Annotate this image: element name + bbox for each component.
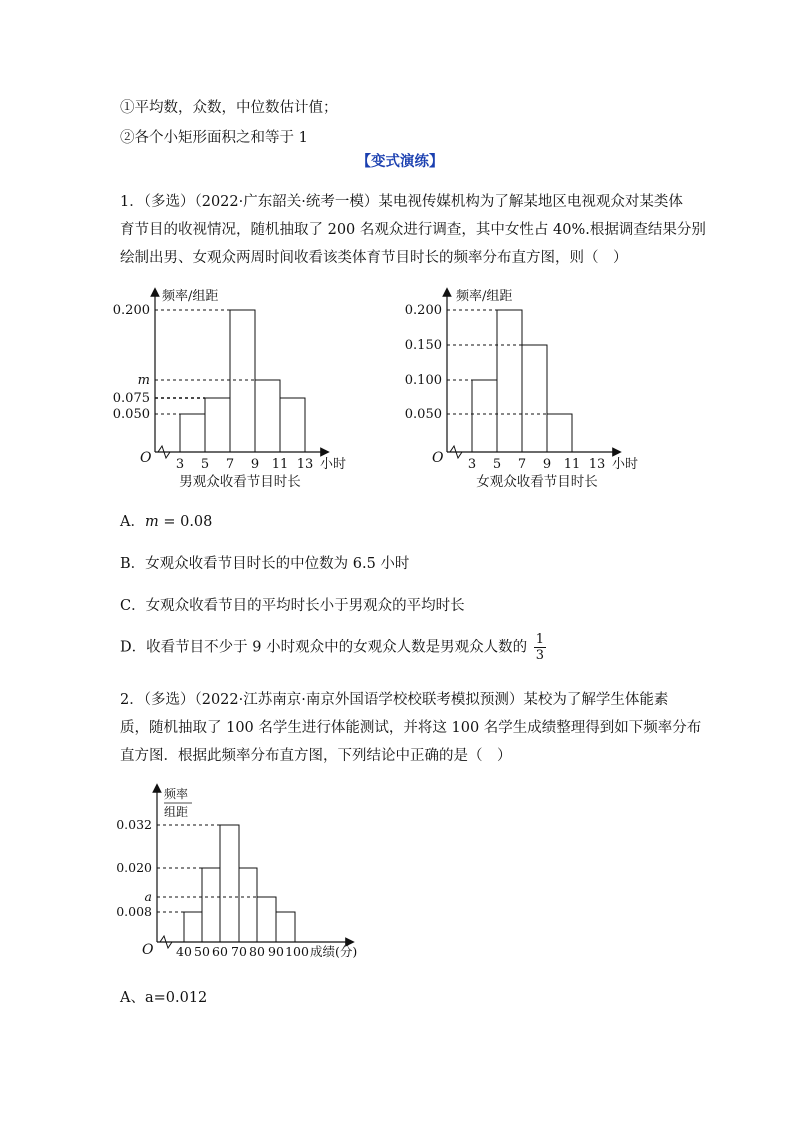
question-1-line: 绘制出男、女观众两周时间收看该类体育节目时长的频率分布直方图，则（ ） xyxy=(120,250,628,266)
origin-label: O xyxy=(140,450,152,466)
score-histogram xyxy=(112,780,382,980)
fraction-one-third xyxy=(534,632,546,663)
question-2-line: 质，随机抽取了 100 名学生进行体能测试，并将这 100 名学生成绩整理得到如下频率分布 xyxy=(120,720,702,736)
question-2-option-a: A、a=0.012 xyxy=(120,990,208,1006)
y-tick-label: a xyxy=(144,889,152,904)
bar xyxy=(202,868,220,942)
x-tick-label: 9 xyxy=(250,457,260,472)
x-tick-label: 80 xyxy=(249,944,265,959)
y-tick-label: 0.200 xyxy=(404,303,442,318)
y-tick-label: 0.050 xyxy=(112,407,150,422)
x-tick-label: 11 xyxy=(271,457,289,472)
male-histogram xyxy=(110,280,360,500)
fraction-numerator: 1 xyxy=(535,632,544,647)
y-tick-label: m xyxy=(137,373,150,388)
origin-label: O xyxy=(432,450,444,466)
x-tick-label: 9 xyxy=(542,457,552,472)
x-tick-label: 7 xyxy=(225,457,235,472)
question-1-text xyxy=(120,188,706,272)
x-axis-label: 成绩(分) xyxy=(310,944,358,959)
question-1-line: 育节目的收视情况，随机抽取了 200 名观众进行调查，其中女性占 40%.根据调查结果分别 xyxy=(120,222,706,238)
section-title: 【变式演练】 xyxy=(356,153,444,170)
question-2-line: 直方图．根据此频率分布直方图，下列结论中正确的是（ ） xyxy=(120,748,512,764)
option-d-text: D．收看节目不少于 9 小时观众中的女观众人数是男观众人数的 xyxy=(120,639,528,656)
fraction-denominator: 3 xyxy=(535,648,544,663)
option-b: B．女观众收看节目时长的中位数为 6.5 小时 xyxy=(120,556,410,572)
bar xyxy=(255,380,280,452)
bar xyxy=(184,912,202,942)
bar xyxy=(220,825,239,942)
bar xyxy=(276,912,295,942)
x-tick-label: 3 xyxy=(175,457,185,472)
x-tick-label: 7 xyxy=(517,457,527,472)
x-tick-label: 100 xyxy=(285,944,309,959)
bar xyxy=(280,398,305,452)
x-tick-label: 13 xyxy=(588,457,606,472)
bar xyxy=(497,310,522,452)
option-c: C．女观众收看节目的平均时长小于男观众的平均时长 xyxy=(120,598,465,614)
y-tick-label: 0.200 xyxy=(112,303,150,318)
y-tick-label: 0.150 xyxy=(404,338,442,353)
chart-caption: 女观众收看节目时长 xyxy=(476,474,598,490)
option-a-prefix: A． xyxy=(120,514,145,530)
bar xyxy=(472,380,497,452)
y-tick-label: 0.020 xyxy=(116,860,152,875)
x-tick-label: 60 xyxy=(212,944,228,959)
y-axis-label: 频率/组距 xyxy=(456,289,513,304)
bar xyxy=(205,398,230,452)
x-tick-label: 70 xyxy=(231,944,247,959)
x-tick-label: 40 xyxy=(176,944,192,959)
y-tick-label: 0.075 xyxy=(112,391,150,406)
y-tick-label: 0.032 xyxy=(116,817,152,832)
question-2-text xyxy=(120,686,702,770)
x-tick-label: 11 xyxy=(563,457,581,472)
bar xyxy=(547,414,572,452)
intro-line-1: ①平均数，众数，中位数估计值； xyxy=(120,100,338,116)
x-axis-label: 小时 xyxy=(612,457,639,472)
bar xyxy=(239,868,257,942)
intro-line-2: ②各个小矩形面积之和等于 1 xyxy=(120,130,308,146)
chart-caption: 男观众收看节目时长 xyxy=(179,474,301,490)
bar xyxy=(180,414,205,452)
y-axis-label: 频率/组距 xyxy=(162,289,219,304)
y-axis-label-top: 频率 xyxy=(164,787,189,801)
bar xyxy=(522,345,547,452)
y-tick-label: 0.050 xyxy=(404,407,442,422)
x-tick-label: 3 xyxy=(467,457,477,472)
female-histogram xyxy=(402,280,652,500)
option-d xyxy=(120,632,546,663)
y-axis-label-bottom: 组距 xyxy=(164,805,189,819)
y-tick-label: 0.008 xyxy=(116,904,152,919)
bar xyxy=(257,897,276,942)
x-tick-label: 5 xyxy=(200,457,210,472)
question-1-line: 1．（多选）（2022·广东韶关·统考一模）某电视传媒机构为了解某地区电视观众对某类体 xyxy=(120,194,683,210)
option-a-variable: m xyxy=(144,514,159,530)
option-a xyxy=(120,510,212,531)
y-tick-label: 0.100 xyxy=(404,373,442,388)
x-tick-label: 90 xyxy=(268,944,284,959)
origin-label: O xyxy=(142,942,154,958)
x-tick-label: 5 xyxy=(492,457,502,472)
question-2-line: 2．（多选）（2022·江苏南京·南京外国语学校校联考模拟预测）某校为了解学生体能素 xyxy=(120,692,669,708)
option-a-value: = 0.08 xyxy=(158,514,213,530)
bar xyxy=(230,310,255,452)
x-axis-label: 小时 xyxy=(320,457,347,472)
x-tick-label: 50 xyxy=(194,944,210,959)
x-tick-label: 13 xyxy=(296,457,314,472)
